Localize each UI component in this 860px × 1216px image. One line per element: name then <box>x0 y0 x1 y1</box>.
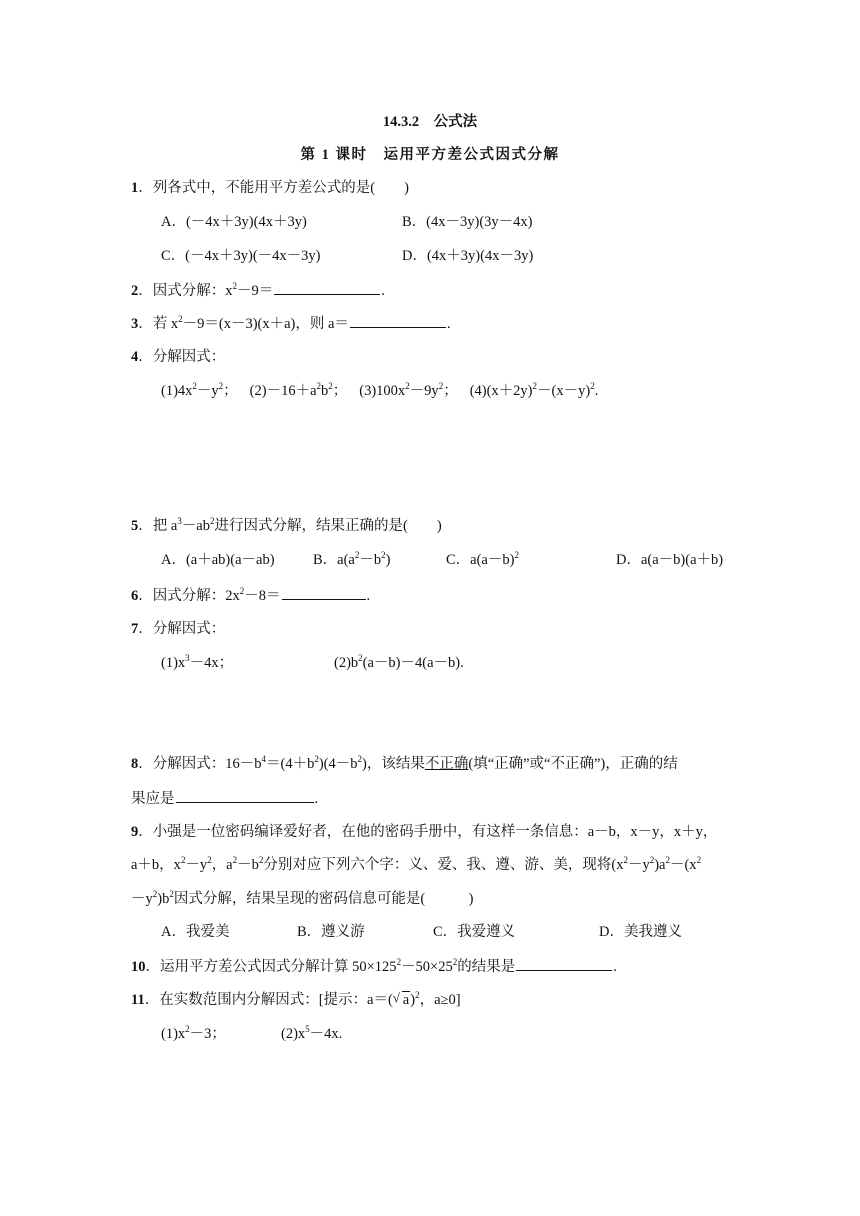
question-1-option-b: B．(4x－3y)(3y－4x) <box>402 214 533 230</box>
question-9-line-2: a＋b，$x^2-y^2$，$a^2-b^2$分别对应下列六个字：义、爱、我、遵、游、美，现将$(x^2-y^2)a^2-(x^2$ <box>131 855 702 873</box>
answer-blank <box>176 788 314 803</box>
question-4-parts <box>161 381 598 401</box>
lesson-title: 第 1 课时 运用平方差公式因式分解 <box>300 147 560 163</box>
question-8-line-2: 果应是 . <box>131 788 318 809</box>
question-11-part-1: $(1)x^2-3$； <box>161 1024 226 1042</box>
question-1-option-a: A．(－4x＋3y)(4x＋3y) <box>161 214 307 230</box>
question-9-line-1: 9．小强是一位密码编译爱好者，在他的密码手册中，有这样一条信息：a－b，x－y，x＋y， <box>131 824 718 840</box>
question-7-part-1: $(1)x^3-4x$； <box>161 653 234 671</box>
question-1-option-d: D．(4x＋3y)(4x－3y) <box>402 248 534 264</box>
question-11-stem: 11．在实数范围内分解因式：[提示：a＝( √ a)$^2$，a≥0] <box>131 990 461 1008</box>
question-10: 10．运用平方差公式因式分解计算 $50\times 125^2-50\times 25^2$的结果是 . <box>131 957 617 975</box>
square-root: √ a <box>392 990 410 1008</box>
part-2: $(2)-16+a^2b^2$； <box>249 381 348 399</box>
underlined-answer: 不正确 <box>424 756 469 772</box>
question-2: 2．因式分解：$x^2-9=$ . <box>131 281 385 299</box>
question-1-stem: 1．列各式中，不能用平方差公式的是( ) <box>131 180 409 196</box>
answer-blank <box>274 280 380 295</box>
question-5-stem: 5．把 $a^3-ab^2$进行因式分解，结果正确的是( ) <box>131 516 442 534</box>
question-6: 6．因式分解：$2x^2-8=$ . <box>131 586 371 604</box>
question-7-part-2: $(2)b^2(a-b)-4(a-b)$. <box>334 653 464 671</box>
part-1: $(1)4x^2-y^2$； <box>161 381 238 399</box>
question-1-option-c: C．(－4x＋3y)(－4x－3y) <box>161 248 321 264</box>
part-3: $(3)100x^2-9y^2$； <box>359 381 458 399</box>
answer-blank <box>282 585 366 600</box>
section-title: 14.3.2 公式法 <box>382 114 478 130</box>
question-4-stem: 4．分解因式： <box>131 349 226 365</box>
part-4: $(4)(x+2y)^2-(x-y)^2$. <box>469 381 599 399</box>
question-9-line-3: $-y^2)b^2$因式分解，结果呈现的密码信息可能是( ) <box>131 889 474 907</box>
question-9-option-a: A．我爱美 <box>161 924 230 940</box>
question-5-option-b: B．$a(a^2-b^2)$ <box>313 550 391 568</box>
answer-blank <box>350 313 446 328</box>
question-9-option-b: B．遵义游 <box>297 924 365 940</box>
question-3: 3．若 $x^2-9=(x-3)(x+a)$，则 a＝ . <box>131 314 451 332</box>
question-5-option-c: C．$a(a-b)^2$ <box>446 550 519 568</box>
answer-blank <box>516 956 612 971</box>
question-7-stem: 7．分解因式： <box>131 621 226 637</box>
question-11-part-2: $(2)x^5-4x$. <box>281 1024 343 1042</box>
question-9-option-c: C．我爱遵义 <box>433 924 516 940</box>
question-9-option-d: D．美我遵义 <box>599 924 682 940</box>
question-5-option-a: A．(a＋ab)(a－ab) <box>161 552 275 568</box>
question-8-line-1: 8．分解因式：$16-b^4=(4+b^2)(4-b^2)$，该结果不正确(填“正确”或“不正确”)，正确的结 <box>131 754 678 772</box>
question-5-option-d: D．a(a－b)(a＋b) <box>616 552 724 568</box>
